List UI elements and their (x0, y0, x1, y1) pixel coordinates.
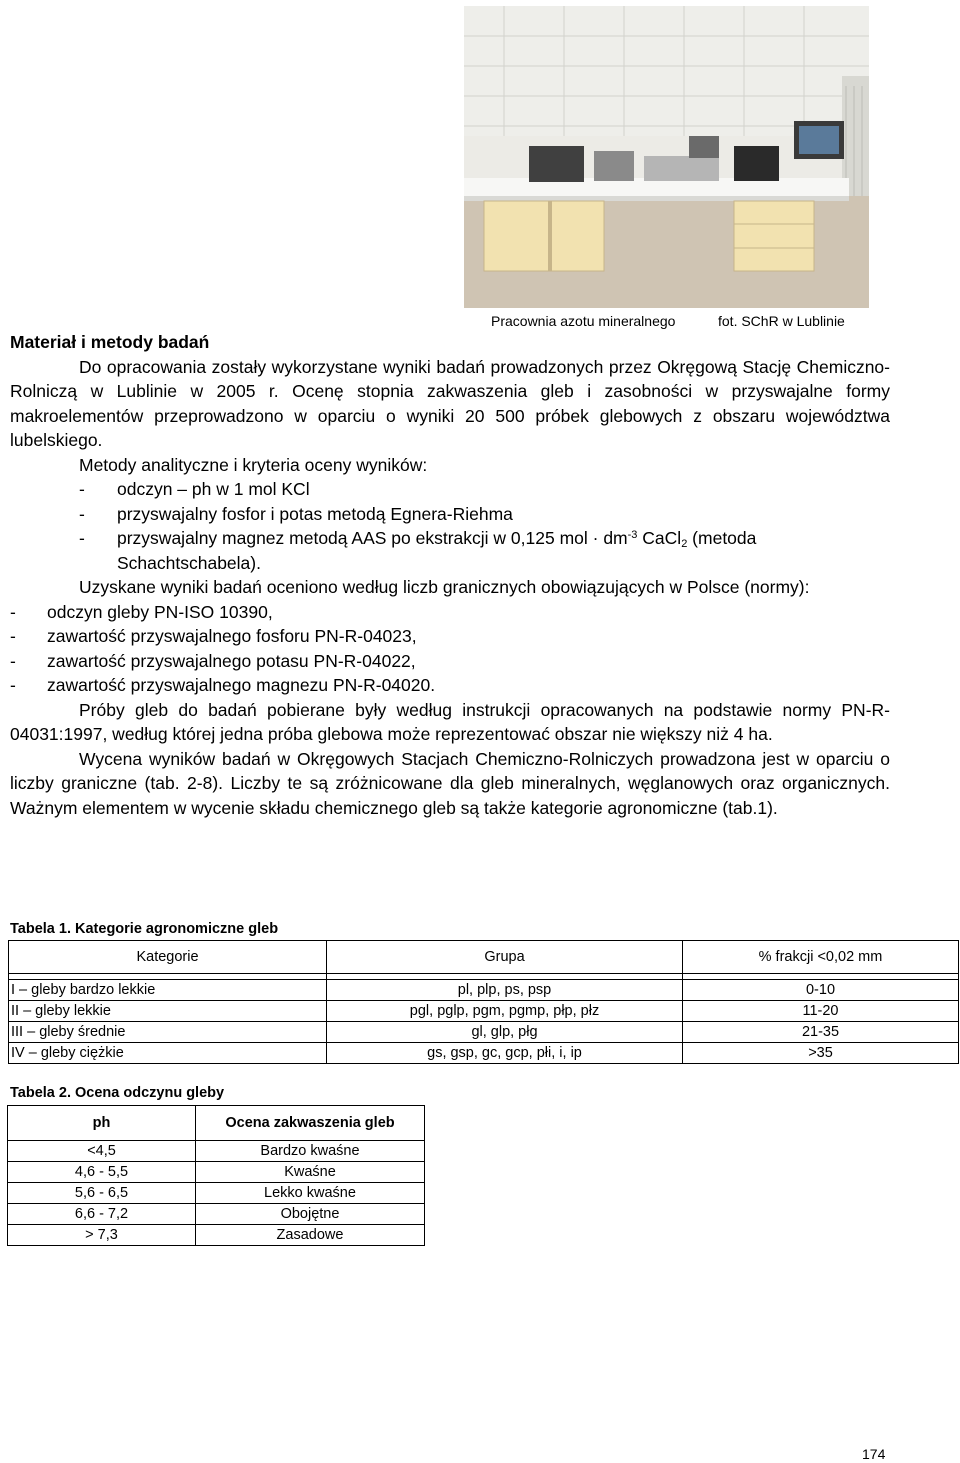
table-row (9, 980, 959, 1001)
list-dash: - (10, 675, 16, 695)
norm-text: odczyn gleby PN-ISO 10390, (47, 601, 273, 622)
table-row (9, 1001, 959, 1022)
norm-item (10, 624, 890, 649)
table-header-cell: Grupa (327, 941, 683, 974)
table-row (9, 1043, 959, 1064)
table-header-row (8, 1106, 425, 1141)
table-header-cell: ph (8, 1106, 196, 1141)
table-header-row (9, 941, 959, 974)
table-cell: Zasadowe (196, 1225, 425, 1246)
table-cell: >35 (683, 1043, 959, 1064)
table-header-cell: % frakcji <0,02 mm (683, 941, 959, 974)
table2-title: Tabela 2. Ocena odczynu gleby (10, 1085, 225, 1101)
table-cell: IV – gleby ciężkie (9, 1043, 327, 1064)
method-item (10, 502, 890, 527)
paragraph-4: Wycena wyników badań w Okręgowych Stacjach Chemiczno-Rolniczych prowadzona jest w oparciu o liczby graniczne (tab. 2-8). Liczby te są zróżnicowane dla gleb mineralnych, węglanowych oraz organicznych. Ważnym elementem w wycenie składu chemicznego gleb są także kategorie agronomiczne (tab.1). (10, 748, 890, 818)
section-heading: Materiał i metody badań (10, 332, 210, 352)
page-number: 174 (862, 1446, 886, 1462)
method3-sup: -3 (627, 529, 638, 541)
list-dash: - (10, 650, 16, 671)
table2 (7, 1105, 425, 1246)
norm-item (10, 673, 890, 698)
norm-item (10, 600, 890, 625)
method-item (10, 526, 890, 575)
list-dash: - (10, 626, 16, 646)
table-cell: Bardzo kwaśne (196, 1141, 425, 1162)
list-dash: - (79, 528, 85, 548)
method3-part-b: CaCl (637, 528, 682, 548)
table-cell: gl, glp, płg (327, 1022, 683, 1043)
table-row (8, 1225, 425, 1246)
caption-text: Pracownia azotu mineralnego (491, 313, 676, 329)
method-text (117, 526, 890, 575)
table-header-cell: Ocena zakwaszenia gleb (196, 1106, 425, 1141)
table-row (8, 1141, 425, 1162)
method-text: przyswajalny fosfor i potas metodą Egnera-Riehma (117, 503, 513, 524)
table-cell: pl, plp, ps, psp (327, 980, 683, 1001)
method-item (10, 477, 890, 502)
list-dash: - (79, 503, 85, 524)
table-row (8, 1204, 425, 1225)
norm-text: zawartość przyswajalnego fosforu PN-R-04023, (47, 626, 417, 646)
paragraph-1: Do opracowania zostały wykorzystane wyniki badań prowadzonych przez Okręgową Stację Chemiczno-Rolniczą w Lublinie w 2005 r. Ocenę stopnia zakwaszenia gleb i zasobności w przyswajalne formy makroelementów przeprowadzono w oparciu o wyniki 20 500 próbek glebowych z obszaru województwa lubelskiego. (10, 356, 890, 450)
photo-caption (491, 312, 871, 330)
table-cell: > 7,3 (8, 1225, 196, 1246)
table-cell: pgl, pglp, pgm, pgmp, płp, płz (327, 1001, 683, 1022)
table-cell: 0-10 (683, 980, 959, 1001)
body-text (10, 330, 890, 820)
table-cell: 4,6 - 5,5 (8, 1162, 196, 1183)
laboratory-photo (464, 6, 869, 308)
paragraph-3: Próby gleb do badań pobierane były według instrukcji opracowanych na podstawie normy PN-R-04031:1997, według której jedna próba glebowa może reprezentować obszar nie większy niż 4 ha. (10, 699, 890, 744)
table1-title: Tabela 1. Kategorie agronomiczne gleb (10, 921, 279, 937)
method-text: odczyn – ph w 1 mol KCl (117, 479, 310, 499)
table-cell: 21-35 (683, 1022, 959, 1043)
table-cell: Kwaśne (196, 1162, 425, 1183)
table1 (8, 940, 959, 1064)
paragraph-2: Uzyskane wyniki badań oceniono według liczb granicznych obowiązujących w Polsce (normy): (79, 577, 810, 597)
table-cell: I – gleby bardzo lekkie (9, 980, 327, 1001)
norm-text: zawartość przyswajalnego potasu PN-R-04022, (47, 650, 416, 671)
table-row (8, 1162, 425, 1183)
list-dash: - (10, 601, 16, 622)
table-cell: 6,6 - 7,2 (8, 1204, 196, 1225)
table-cell: Obojętne (196, 1204, 425, 1225)
table-cell: 11-20 (683, 1001, 959, 1022)
table-cell: III – gleby średnie (9, 1022, 327, 1043)
caption-credit: fot. SChR w Lublinie (718, 313, 845, 329)
norm-text: zawartość przyswajalnego magnezu PN-R-04020. (47, 675, 436, 695)
method3-part-a: przyswajalny magnez metodą AAS po ekstrakcji w 0,125 mol · dm (117, 528, 628, 548)
table-cell: 5,6 - 6,5 (8, 1183, 196, 1204)
method3-part-c: (metoda Schachtschabela). (117, 528, 757, 573)
table-cell: Lekko kwaśne (196, 1183, 425, 1204)
table-cell: <4,5 (8, 1141, 196, 1162)
table-header-cell: Kategorie (9, 941, 327, 974)
table-cell: gs, gsp, gc, gcp, płi, i, ip (327, 1043, 683, 1064)
table-row (9, 1022, 959, 1043)
methods-intro: Metody analityczne i kryteria oceny wyników: (79, 454, 428, 475)
norm-item (10, 649, 890, 674)
method3-sub: 2 (681, 538, 688, 550)
table-cell: II – gleby lekkie (9, 1001, 327, 1022)
table-row (8, 1183, 425, 1204)
list-dash: - (79, 479, 85, 499)
